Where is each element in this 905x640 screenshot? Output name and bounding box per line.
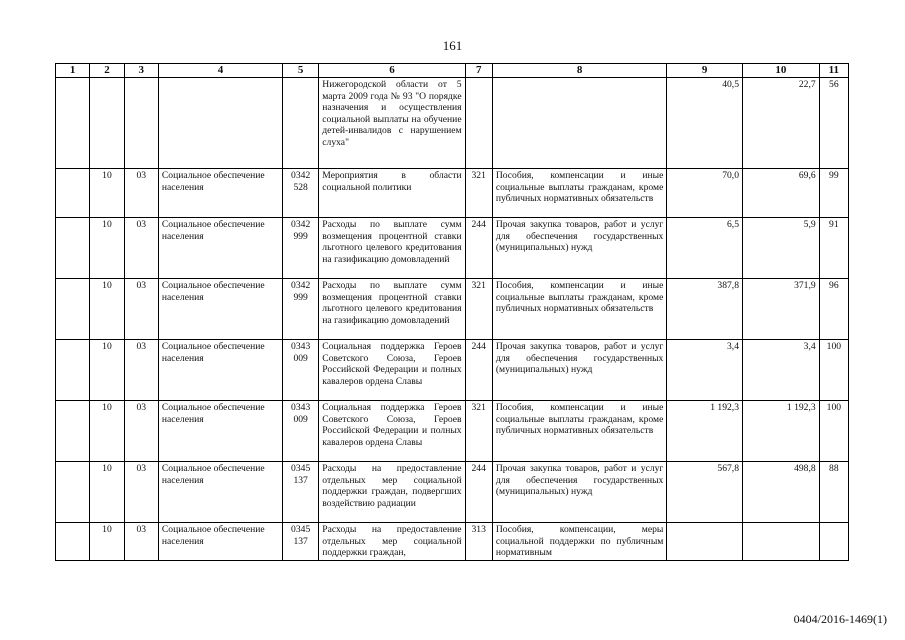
cell-expense-type: 321 xyxy=(465,279,492,340)
cell-percent: 96 xyxy=(819,279,848,340)
cell-section-name: Социальное обеспечение населения xyxy=(158,340,282,401)
cell-percent: 88 xyxy=(819,462,848,523)
cell-expense-name: Прочая закупка товаров, работ и услуг для обеспечения государственных (муниципальных) нужд xyxy=(492,218,667,279)
cell-subsection: 03 xyxy=(124,340,158,401)
budget-table xyxy=(55,63,849,561)
cell-target-code: 0345 137 xyxy=(282,523,318,561)
cell-executed: 498,8 xyxy=(743,462,820,523)
header-row xyxy=(56,64,849,78)
header-col-10: 10 xyxy=(743,64,820,78)
cell-subsection: 03 xyxy=(124,218,158,279)
cell-expense-type: 321 xyxy=(465,169,492,218)
header-col-7: 7 xyxy=(465,64,492,78)
cell-section: 10 xyxy=(90,169,124,218)
cell-description: Социальная поддержка Героев Советского Союза, Героев Российской Федерации и полных кавалеров ордена Славы xyxy=(319,401,465,462)
page-number: 161 xyxy=(442,38,463,53)
cell-subsection xyxy=(124,78,158,169)
cell-expense-type: 321 xyxy=(465,401,492,462)
cell-expense-name: Пособия, компенсации и иные социальные выплаты гражданам, кроме публичных нормативных обязательств xyxy=(492,169,667,218)
header-col-6: 6 xyxy=(319,64,465,78)
cell-section: 10 xyxy=(90,218,124,279)
cell-section: 10 xyxy=(90,401,124,462)
cell-planned: 6,5 xyxy=(667,218,743,279)
cell-section: 10 xyxy=(90,279,124,340)
cell-target-code: 0345 137 xyxy=(282,462,318,523)
cell-col-1 xyxy=(56,279,90,340)
table-row xyxy=(56,279,849,340)
cell-percent: 100 xyxy=(819,340,848,401)
cell-target-code: 0343 009 xyxy=(282,340,318,401)
cell-target-code xyxy=(282,78,318,169)
header-col-11: 11 xyxy=(819,64,848,78)
header-col-4: 4 xyxy=(158,64,282,78)
header-col-1: 1 xyxy=(56,64,90,78)
table-row xyxy=(56,218,849,279)
cell-target-code: 0342 999 xyxy=(282,218,318,279)
cell-expense-name: Пособия, компенсации, меры социальной поддержки по публичным нормативным xyxy=(492,523,667,561)
cell-planned: 567,8 xyxy=(667,462,743,523)
cell-subsection: 03 xyxy=(124,401,158,462)
cell-expense-name xyxy=(492,78,667,169)
cell-section: 10 xyxy=(90,462,124,523)
header-col-3: 3 xyxy=(124,64,158,78)
cell-expense-name: Пособия, компенсации и иные социальные выплаты гражданам, кроме публичных нормативных обязательств xyxy=(492,401,667,462)
header-col-5: 5 xyxy=(282,64,318,78)
cell-section: 10 xyxy=(90,523,124,561)
cell-percent: 56 xyxy=(819,78,848,169)
cell-expense-name: Пособия, компенсации и иные социальные выплаты гражданам, кроме публичных нормативных обязательств xyxy=(492,279,667,340)
cell-section-name: Социальное обеспечение населения xyxy=(158,523,282,561)
table-row xyxy=(56,401,849,462)
cell-target-code: 0342 528 xyxy=(282,169,318,218)
cell-percent: 99 xyxy=(819,169,848,218)
table-row xyxy=(56,78,849,169)
cell-planned xyxy=(667,523,743,561)
cell-section: 10 xyxy=(90,340,124,401)
cell-section-name: Социальное обеспечение населения xyxy=(158,462,282,523)
cell-executed: 5,9 xyxy=(743,218,820,279)
cell-subsection: 03 xyxy=(124,169,158,218)
cell-executed: 1 192,3 xyxy=(743,401,820,462)
cell-description: Расходы по выплате сумм возмещения процентной ставки льготного целевого кредитования на газификацию домовладений xyxy=(319,279,465,340)
cell-expense-type xyxy=(465,78,492,169)
cell-description: Расходы по выплате сумм возмещения процентной ставки льготного целевого кредитования на газификацию домовладений xyxy=(319,218,465,279)
cell-planned: 1 192,3 xyxy=(667,401,743,462)
cell-section-name xyxy=(158,78,282,169)
cell-executed xyxy=(743,523,820,561)
table-row xyxy=(56,523,849,561)
cell-section-name: Социальное обеспечение населения xyxy=(158,218,282,279)
cell-col-1 xyxy=(56,78,90,169)
cell-planned: 70,0 xyxy=(667,169,743,218)
cell-col-1 xyxy=(56,218,90,279)
cell-target-code: 0343 009 xyxy=(282,401,318,462)
cell-description: Социальная поддержка Героев Советского Союза, Героев Российской Федерации и полных кавалеров ордена Славы xyxy=(319,340,465,401)
cell-executed: 69,6 xyxy=(743,169,820,218)
cell-target-code: 0342 999 xyxy=(282,279,318,340)
cell-col-1 xyxy=(56,169,90,218)
cell-description: Расходы на предоставление отдельных мер социальной поддержки граждан, подвергших воздействию радиации xyxy=(319,462,465,523)
cell-description: Мероприятия в области социальной политики xyxy=(319,169,465,218)
document-code: 0404/2016-1469(1) xyxy=(793,612,887,626)
header-col-9: 9 xyxy=(667,64,743,78)
cell-executed: 3,4 xyxy=(743,340,820,401)
cell-section-name: Социальное обеспечение населения xyxy=(158,169,282,218)
cell-section-name: Социальное обеспечение населения xyxy=(158,279,282,340)
cell-description: Расходы на предоставление отдельных мер социальной поддержки граждан, xyxy=(319,523,465,561)
cell-col-1 xyxy=(56,401,90,462)
cell-expense-type: 313 xyxy=(465,523,492,561)
cell-percent: 100 xyxy=(819,401,848,462)
header-col-2: 2 xyxy=(90,64,124,78)
cell-planned: 40,5 xyxy=(667,78,743,169)
cell-expense-name: Прочая закупка товаров, работ и услуг для обеспечения государственных (муниципальных) нужд xyxy=(492,340,667,401)
cell-subsection: 03 xyxy=(124,523,158,561)
table-row xyxy=(56,462,849,523)
cell-executed: 371,9 xyxy=(743,279,820,340)
cell-expense-type: 244 xyxy=(465,340,492,401)
header-col-8: 8 xyxy=(492,64,667,78)
cell-expense-type: 244 xyxy=(465,462,492,523)
table-row xyxy=(56,340,849,401)
cell-subsection: 03 xyxy=(124,279,158,340)
table-row xyxy=(56,169,849,218)
cell-col-1 xyxy=(56,340,90,401)
cell-description: Нижегородской области от 5 марта 2009 года № 93 "О порядке назначения и осуществления социальной выплаты на обучение детей-инвалидов с нарушением слуха" xyxy=(319,78,465,169)
cell-col-1 xyxy=(56,462,90,523)
cell-percent xyxy=(819,523,848,561)
cell-expense-type: 244 xyxy=(465,218,492,279)
cell-executed: 22,7 xyxy=(743,78,820,169)
cell-section xyxy=(90,78,124,169)
cell-expense-name: Прочая закупка товаров, работ и услуг для обеспечения государственных (муниципальных) нужд xyxy=(492,462,667,523)
cell-section-name: Социальное обеспечение населения xyxy=(158,401,282,462)
cell-planned: 387,8 xyxy=(667,279,743,340)
cell-subsection: 03 xyxy=(124,462,158,523)
cell-col-1 xyxy=(56,523,90,561)
cell-percent: 91 xyxy=(819,218,848,279)
cell-planned: 3,4 xyxy=(667,340,743,401)
